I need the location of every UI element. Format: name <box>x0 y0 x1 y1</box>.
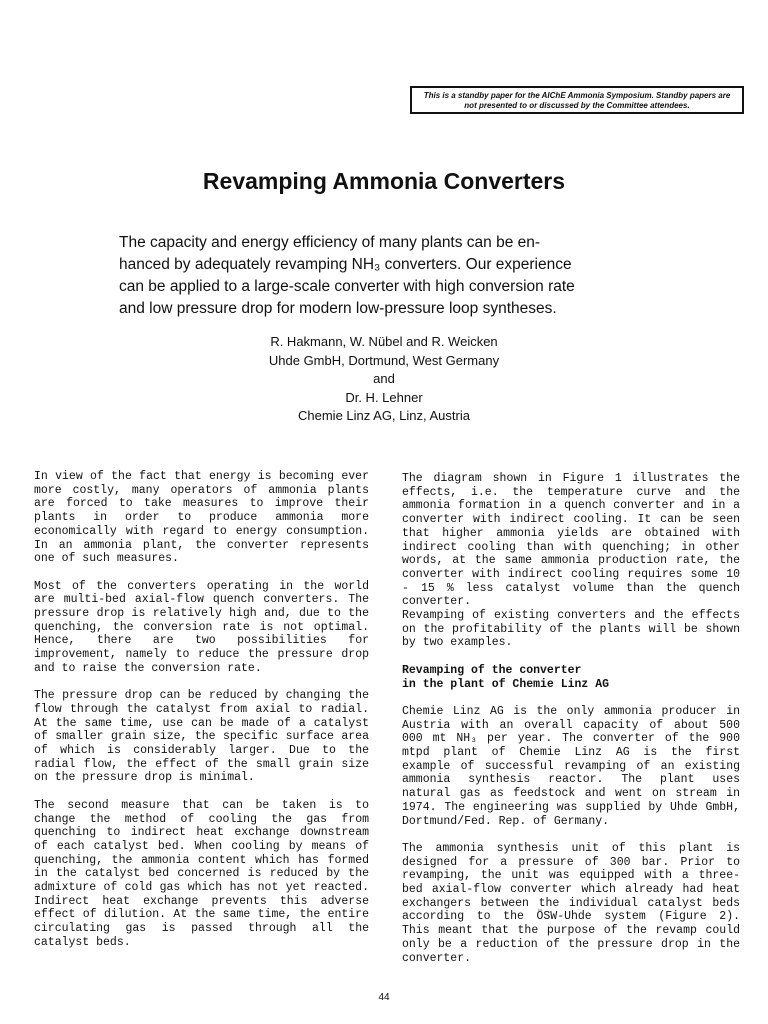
author-name-2: Dr. H. Lehner <box>345 389 423 405</box>
right-column <box>402 472 740 965</box>
section-heading-line: Revamping of the converter <box>402 663 582 677</box>
section-heading-line: in the plant of Chemie Linz AG <box>402 677 610 691</box>
paragraph: Chemie Linz AG is the only ammonia producer in Austria with an overall capacity of about 500 000 mt NH₃ per year. The converter of the 900 mtpd plant of Chemie Linz AG is the first example of successful revamping of an existing ammonia synthesis reactor. The plant uses natural gas as feedstock and went on stream in 1974. The engineering was supplied by Uhde GmbH, Dortmund/Fed. Rep. of Germany. <box>402 704 740 828</box>
page-number: 44 <box>378 992 390 1003</box>
abstract-line: can be applied to a large-scale converter with high conversion rate <box>119 278 575 295</box>
author-conjunction: and <box>373 371 395 386</box>
abstract <box>119 232 659 320</box>
abstract-line: The capacity and energy efficiency of many plants can be en- <box>119 234 541 251</box>
paragraph: In view of the fact that energy is becoming ever more costly, many operators of ammonia plants are forced to take measures to improve their plants in order to produce ammonia more economically with regard to energy consumption. In an ammonia plant, the converter represents one of such measures. <box>34 470 369 566</box>
author-affiliation-2: Chemie Linz AG, Linz, Austria <box>298 408 470 423</box>
paragraph: The pressure drop can be reduced by changing the flow through the catalyst from axial to radial. At the same time, use can be made of a catalyst of smaller grain size, the specific surface area of which is considerably larger. Due to the radial flow, the effect of the small grain size on the pressure drop is minimal. <box>34 689 369 785</box>
author-affiliation: Uhde GmbH, Dortmund, West Germany <box>268 352 500 368</box>
section-heading <box>402 664 740 691</box>
paragraph: The ammonia synthesis unit of this plant is designed for a pressure of 300 bar. Prior to revamping, the unit was equipped with a three-bed axial-flow converter which already had heat exchangers between the individual catalyst beds according to the ÖSW-Uhde system (Figure 2). This meant that the purpose of the revamp could only be a reduction of the pressure drop in the converter. <box>402 841 740 965</box>
standby-note: This is a standby paper for the AIChE Ammonia Symposium. Standby papers are not presented to or discussed by the Committee attendees. <box>410 86 744 114</box>
left-column <box>34 470 369 950</box>
paragraph: The second measure that can be taken is to change the method of cooling the gas from quenching to indirect heat exchange downstream of each catalyst bed. When cooling by means of quenching, the ammonia content which has formed in the catalyst bed concerned is reduced by the admixture of cold gas which has not yet reacted. Indirect heat exchange prevents this adverse effect of dilution. At the same time, the entire circulating gas is passed through all the catalyst beds. <box>34 798 369 949</box>
paragraph: Revamping of existing converters and the effects on the profitability of the plants will be shown by two examples. <box>402 609 740 650</box>
paragraph: Most of the converters operating in the world are multi-bed axial-flow quench converters. The pressure drop is relatively high and, due to the quenching, the conversion rate is not optimal. Hence, there are two possibilities for improvement, namely to reduce the pressure drop and to raise the conversion rate. <box>34 579 369 675</box>
abstract-line: and low pressure drop for modern low-pressure loop syntheses. <box>119 300 557 317</box>
author-names: R. Hakmann, W. Nübel and R. Weicken <box>270 334 498 349</box>
abstract-line: hanced by adequately revamping NH₃ converters. Our experience <box>119 256 572 273</box>
page-title: Revamping Ammonia Converters <box>202 168 566 194</box>
author-block <box>0 333 768 426</box>
paragraph: The diagram shown in Figure 1 illustrates the effects, i.e. the temperature curve and the ammonia formation in a quench converter and in a converter with indirect cooling. It can be seen that higher ammonia yields are obtained with indirect cooling than with quenching; in other words, at the same ammonia production rate, the converter with indirect cooling requires some 10 - 15 % less catalyst volume than the quench converter. <box>402 472 740 609</box>
